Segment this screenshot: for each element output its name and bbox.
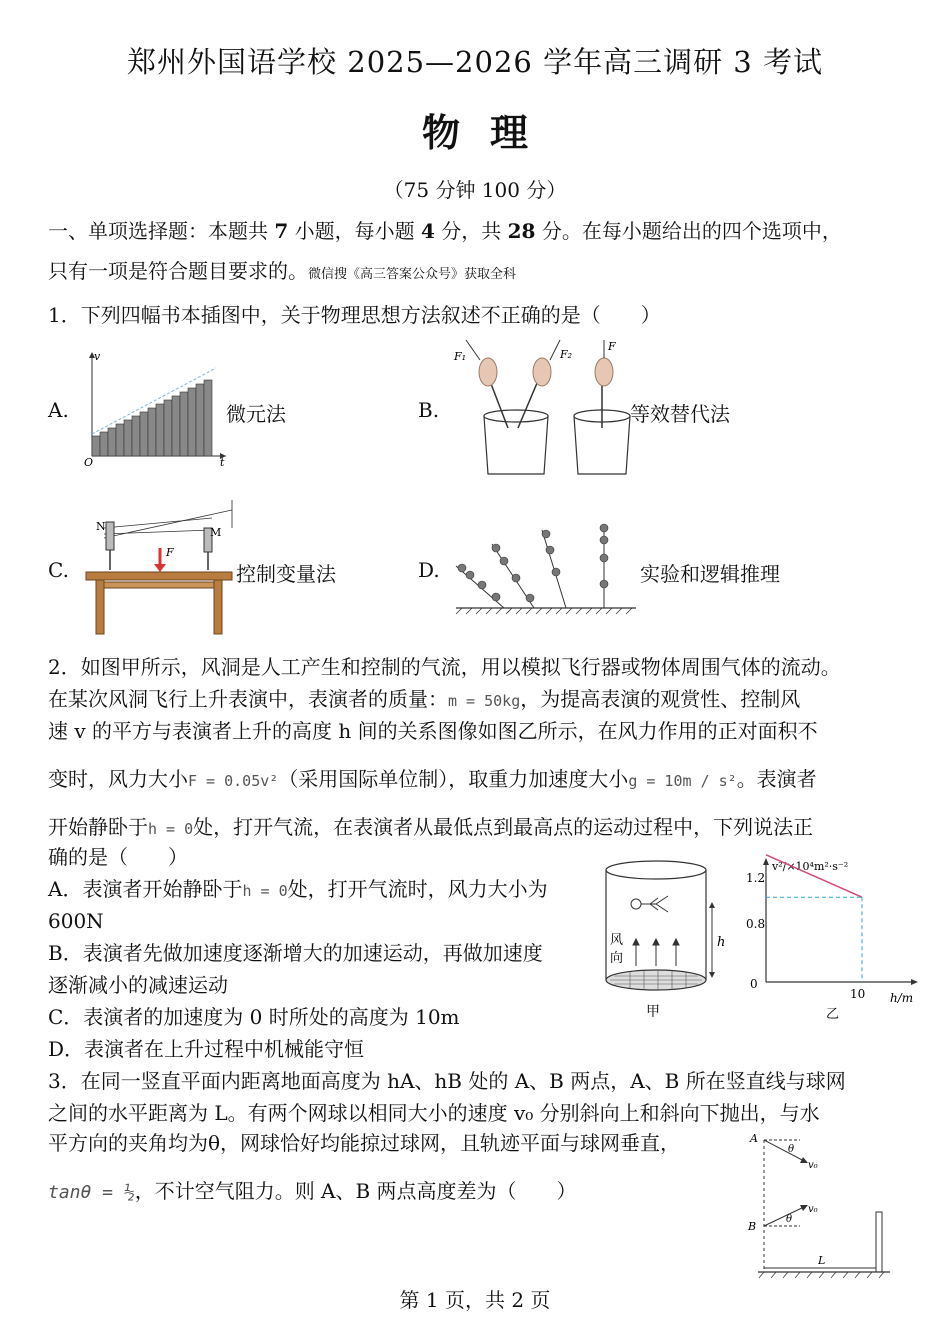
- q2-line5: 开始静卧于h = 0处，打开气流，在表演者从最低点到最高点的运动过程中，下列说法正: [48, 815, 814, 839]
- force-label-f1: F₁: [454, 350, 467, 363]
- theta-label-a: θ: [788, 1144, 795, 1155]
- q1-option-a-text: 微元法: [226, 402, 286, 426]
- q2-figure-jia-wind-tunnel: [600, 856, 730, 1022]
- point-label-a: A: [750, 1132, 758, 1145]
- mass-formula: m = 50kg: [448, 692, 521, 710]
- q2-line4: 变时，风力大小F = 0.05v²（采用国际单位制），取重力加速度大小g = 10m / s²。表演者: [48, 767, 817, 791]
- subject-title: 物理: [421, 110, 558, 155]
- q3-line1: 3．在同一竖直平面内距离地面高度为 hA、hB 处的 A、B 两点，A、B 所在竖直线与球网: [48, 1069, 846, 1093]
- q1-stem: 1．下列四幅书本插图中，关于物理思想方法叙述不正确的是（ ）: [48, 303, 661, 327]
- origin-label: O: [84, 456, 94, 468]
- watermark-text: 微信搜《高三答案公众号》获取全科: [308, 267, 517, 282]
- axis-label-v: v: [94, 350, 101, 363]
- figure-caption-jia: 甲: [646, 1004, 660, 1020]
- q1-figure-b-force-composition: [448, 336, 638, 482]
- chart-y-arrow: [763, 858, 769, 865]
- gravity-formula: g = 10m / s²: [628, 772, 737, 790]
- school-title: 郑州外国语学校 2025—2026 学年高三调研 3 考试: [127, 45, 823, 79]
- q3-line3: 平方向的夹角均为θ，网球恰好均能掠过球网，且轨迹平面与球网垂直，: [48, 1131, 681, 1155]
- force-label-f2: F₂: [560, 348, 573, 361]
- q2-option-b: B．表演者先做加速度逐渐增大的加速运动，再做加速度: [48, 941, 543, 965]
- chart-y-label: v²/×10⁴m²·s⁻²: [772, 860, 849, 873]
- q2-line3: 速 v 的平方与表演者上升的高度 h 间的关系图像如图乙所示，在风力作用的正对面积不: [48, 719, 818, 743]
- distance-label-l: L: [818, 1254, 826, 1267]
- q2-option-d: D．表演者在上升过程中机械能守恒: [48, 1037, 365, 1061]
- force-label-f-table: F: [166, 546, 174, 559]
- height-label-h: h: [717, 935, 726, 950]
- total-points: 28: [507, 219, 536, 243]
- q1-figure-d-inclined-planes: [454, 518, 640, 616]
- q2-option-a-cont: 600N: [48, 909, 104, 933]
- q1-option-c-letter: C.: [48, 558, 69, 582]
- force-label-f: F: [608, 340, 616, 353]
- velocity-label-b: v₀: [808, 1204, 818, 1215]
- tan-formula: tanθ = ½: [48, 1182, 135, 1203]
- q2-option-b-cont: 逐渐减小的减速运动: [48, 973, 228, 997]
- direction-label: 向: [610, 951, 624, 966]
- axis-label-t: t: [220, 456, 225, 468]
- q1-option-d-text: 实验和逻辑推理: [640, 562, 780, 586]
- q2-line1: 2．如图甲所示，风洞是人工产生和控制的气流，用以模拟飞行器或物体周围气体的流动。: [48, 655, 841, 679]
- points-per-question: 4: [421, 219, 435, 243]
- chart-x-arrow: [911, 979, 918, 985]
- question-count: 7: [274, 219, 289, 243]
- mirror-label-m: M: [210, 526, 222, 539]
- q1-figure-a-microelement: [80, 348, 230, 468]
- q2-option-c: C．表演者的加速度为 0 时所处的高度为 10m: [48, 1005, 460, 1029]
- wind-label: 风: [610, 933, 624, 948]
- velocity-label-a: v₀: [808, 1160, 818, 1171]
- chart-y-tick-1-2: 1.2: [746, 871, 766, 885]
- chart-y-tick-0-8: 0.8: [746, 917, 766, 931]
- h0-formula: h = 0: [148, 820, 194, 838]
- section-intro-line2: 只有一项是符合题目要求的。微信搜《高三答案公众号》获取全科: [48, 259, 517, 283]
- chart-x-label: h/m: [890, 991, 914, 1005]
- time-info: （75 分钟 100 分）: [383, 178, 567, 202]
- force-formula: F = 0.05v²: [188, 772, 279, 790]
- point-label-b: B: [748, 1220, 757, 1233]
- q2-line2: 在某次风洞飞行上升表演中，表演者的质量：m = 50kg，为提高表演的观赏性、控制风: [48, 687, 801, 711]
- chart-x-tick-0: 0: [750, 977, 758, 991]
- q2-line6: 确的是（ ）: [48, 845, 188, 869]
- h0-formula-option: h = 0: [242, 882, 288, 900]
- q3-figure-tennis-net: [744, 1132, 894, 1286]
- page-footer: 第 1 页，共 2 页: [399, 1288, 551, 1312]
- q1-option-a-letter: A.: [48, 398, 69, 422]
- q1-option-d-letter: D.: [418, 558, 440, 582]
- q2-option-a: A．表演者开始静卧于h = 0处，打开气流时，风力大小为: [48, 877, 548, 901]
- q1-figure-c-table-mirror: [82, 498, 236, 638]
- figure-caption-yi: 乙: [826, 1007, 840, 1022]
- q2-figure-yi-chart: [736, 852, 920, 1024]
- q1-option-b-letter: B.: [418, 398, 440, 422]
- q3-line2: 之间的水平距离为 L。有两个网球以相同大小的速度 v₀ 分别斜向上和斜向下抛出，与水: [48, 1101, 820, 1125]
- q1-option-c-text: 控制变量法: [236, 562, 336, 586]
- mirror-label-n: N: [96, 520, 106, 533]
- q1-option-b-text: 等效替代法: [630, 402, 730, 426]
- section-intro: 一、单项选择题：本题共 7 小题，每小题 4 分，共 28 分。在每小题给出的四个选项中，: [48, 219, 842, 243]
- q3-line4: tanθ = ½，不计空气阻力。则 A、B 两点高度差为（ ）: [48, 1179, 577, 1203]
- theta-label-b: θ: [786, 1214, 793, 1225]
- chart-x-tick-10: 10: [850, 987, 866, 1001]
